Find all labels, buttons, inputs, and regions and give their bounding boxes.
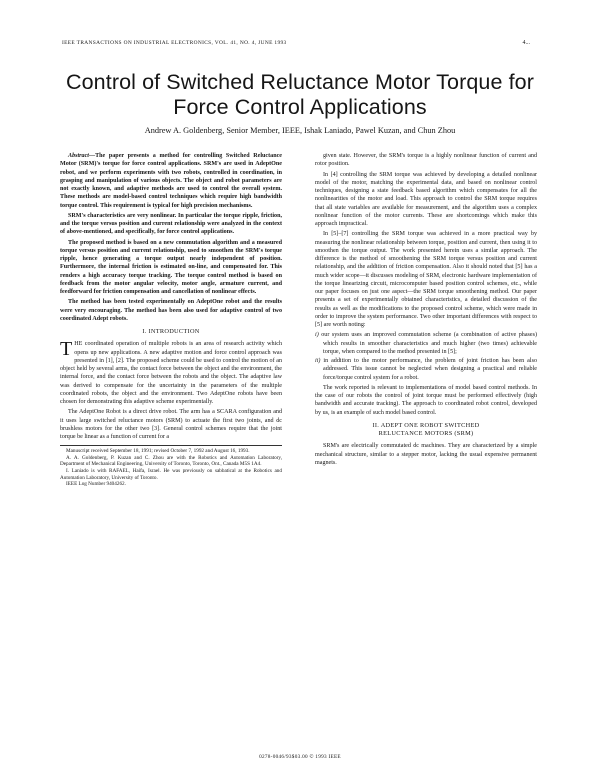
abstract-paragraph: SRM's characteristics are very nonlinear. In particular the torque ripple, friction, and the torque versus position and current relationship were analyzed in the context of above-mentioned, and specifically, for force control applications. xyxy=(60,212,282,236)
body-paragraph: In [5]–[7] controlling the SRM torque was achieved in a more practical way by measuring the nonlinear relationship between torque, position and current, then using it to smoothen the torque output. The work presented herein uses a similar approach. The difference is the method of smoothening the SRM torque versus position and current relationship, and the addition of friction compensation. Also it should noted that [5] has a much wider scope—it discusses modeling of SRM, electronic hardware implementation of the torque linearizing circuit, microcomputer based position control schemes, etc., while our paper focuses on just one aspect—the SRM torque smoothening method. Our paper presents a set of experimentally obtained characteristics, a detailed discussion of the results as well as the modifications to the proposed control scheme, which were made in order to improve the system performance. Two other important differences with respect to [5] are worth noting: xyxy=(315,231,537,328)
footnote xyxy=(60,445,282,488)
author-line: Andrew A. Goldenberg, Senior Member, IEEE, Ishak Laniado, Pawel Kuzan, and Chun Zhou xyxy=(144,126,456,135)
footnote-line: I. Laniado is with RAFAEL, Haifa, Israel. He was previously on sabbatical at the Robotics and Automation Laboratory, University of Toronto. xyxy=(60,468,282,481)
body-paragraph: The AdeptOne Robot is a direct drive robot. The arm has a SCARA configuration and it uses large switched reluctance motors (SRM) to actuate the first two joints, and dc brushless motors for the other two [3]. General control schemes require that the joint torque be linear as a function of current for a xyxy=(60,409,282,440)
abstract xyxy=(60,152,282,323)
section-heading: II. ADEPT ONE ROBOT SWITCHED RELUCTANCE MOTORS (SRM) xyxy=(372,421,480,437)
abstract-paragraph: Abstract—The paper presents a method for controlling Switched Reluctance Motor (SRM)'s torque for force control applications. SRM's are used in AdeptOne robot, and we perform experiments with two robots, controlled in coordination, in grasping and manipulation of various objects. The object and robot parameters are not exactly known, and adaptive methods are used to control the overall system. These methods are model-based control techniques which require high bandwidth torque control. This requirement is typical for high precision mechanisms. xyxy=(60,153,282,209)
section-heading: I. INTRODUCTION xyxy=(142,328,200,335)
difference-list xyxy=(315,331,537,382)
abstract-paragraph: The method has been tested experimentally on AdeptOne robot and the results were very encouraging. The method has been also used for adaptive control of two coordinated Adept robots. xyxy=(60,299,282,322)
body-paragraph: The work reported is relevant to implementations of model based control methods. In the case of our robots the control of joint torque must be performed effectively (high bandwidth and accurate tracking). The approach to coordinated robot control, developed by us, is an example of such model based control. xyxy=(315,384,537,416)
running-head: IEEE TRANSACTIONS ON INDUSTRIAL ELECTRONICS, VOL. 41, NO. 4, JUNE 1993 xyxy=(62,40,287,46)
footnote-line: IEEE Log Number 9404262. xyxy=(66,481,126,488)
body-paragraph: given state. However, the SRM's torque is a highly nonlinear function of current and rotor position. xyxy=(315,153,537,168)
paper-title: Control of Switched Reluctance Motor Torque for Force Control Applications xyxy=(66,70,534,119)
body-paragraph: THE coordinated operation of multiple robots is an area of research activity which opens up new applications. A new adaptive motion and force control approach was presented in [1], [2]. The proposed scheme could be used to control the motion of an object held by several arms, the contact force between the object and the environment, the internal force, and the contact force between the robots and the object. The adaptive law was derived to compensate for the uncertainty in the parameters of the multiple coordinated robots, the object and the environment. Two AdeptOne robots have been chosen for demonstrating this adaptive scheme experimentally. xyxy=(60,338,282,405)
abstract-label: Abstract— xyxy=(68,153,96,159)
footnote-line: Manuscript received September 18, 1991; revised October 7, 1992 and August 16, 1993. xyxy=(66,448,250,455)
footnote-line: A. A. Goldenberg, P. Kuzan and C. Zhou are with the Robotics and Automation Laboratory, Department of Mechanical Engineering, University of Toronto, Toronto, Ont., Canada M5S 1A4. xyxy=(60,454,282,468)
drop-cap: T xyxy=(60,338,73,361)
abstract-paragraph: The proposed method is based on a new commutation algorithm and a measured torque versus position and current relationship, used to smoothen the SRM's torque ripple, hence generating a torque output nearly independent of position. Furthermore, the internal friction is estimated on-line, and compensated for. This renders a high accuracy torque tracking. The torque control method is based on feedback from the motor angular velocity, motor angle, armature current, and feedforward for friction compensation and cancellation of nonlinear effects. xyxy=(60,239,282,295)
left-column xyxy=(60,152,282,488)
copyright-footer: 0278-0046/93$03.00 © 1993 IEEE xyxy=(259,754,341,760)
list-item: ii) in addition to the motor performance, the problem of joint friction has been also addressed. This issue cannot be neglected when designing a practical and reliable force/torque control system for a robot. xyxy=(315,358,537,381)
right-column xyxy=(315,152,537,469)
body-paragraph: SRM's are electrically commutated dc machines. They are characterized by a simple mechanical structure, similar to a stepper motor, lacking the usual expensive permanent magnets. xyxy=(315,443,537,466)
list-item: i) our system uses an improved commutation scheme (a combination of active phases) which results in smoother characteristics and much higher (two times) achievable torque, when compared to the method presented in [5]; xyxy=(315,332,537,355)
page-number: 4... xyxy=(522,40,530,46)
body-paragraph: In [4] controlling the SRM torque was achieved by developing a detailed nonlinear model of the motor, matching the experimental data, and based on nonlinear control techniques, designing a state feedback based algorithm which compensates for all the nonlinearities of the motor and load. This approach to control the SRM torque requires that all state variables are available for measurement, and the algorithm uses a complex nonlinear function of the motor currents. These are shortcomings which make this approach impractical. xyxy=(315,171,537,227)
page-header xyxy=(62,40,530,50)
